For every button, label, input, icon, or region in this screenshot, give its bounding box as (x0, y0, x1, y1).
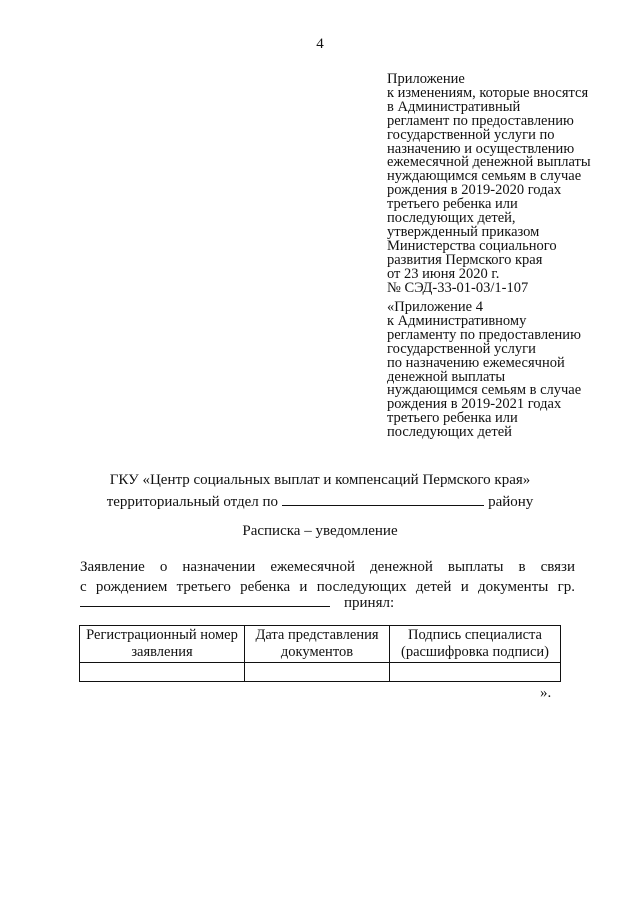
department-prefix: территориальный отдел по (106, 494, 279, 510)
statement-line: Заявление о назначении ежемесячной денежной выплаты в связи (80, 559, 575, 575)
appendix-amendment-line: развития Пермского края (387, 251, 543, 268)
department-line (0, 491, 640, 513)
appendix-amendment-line: к изменениям, которые вносятся (387, 84, 589, 101)
appendix-amendment-line: в Административный (387, 98, 521, 115)
organization-name: ГКУ «Центр социальных выплат и компенсаций Пермского края» (109, 472, 531, 488)
table-header-cell: Регистрационный номер заявления (80, 626, 245, 663)
page-number: 4 (316, 36, 324, 52)
receipt-title: Расписка – уведомление (242, 523, 398, 539)
appendix-amendment-line: от 23 июня 2020 г. (387, 265, 500, 282)
registration-table (79, 625, 561, 682)
organization-header (0, 470, 640, 513)
appendix-amendment-line: назначению и осуществлению (387, 140, 575, 157)
table-cell[interactable] (245, 663, 390, 682)
closing-quote: ». (540, 685, 552, 701)
appendix-original-line: «Приложение 4 (387, 299, 483, 315)
appendix-original-block (387, 301, 627, 440)
appendix-original-line: к Административному (387, 312, 527, 329)
appendix-original-line: нуждающимся семьям в случае (387, 382, 582, 399)
appendix-original-line: по назначению ежемесячной (387, 354, 565, 371)
appendix-amendment-line: нуждающимся семьям в случае (387, 168, 582, 185)
appendix-original-line: денежной выплаты (387, 368, 506, 385)
department-suffix: району (488, 494, 534, 510)
table-cell[interactable] (80, 663, 245, 682)
appendix-amendment-line: Приложение (387, 71, 465, 87)
appendix-amendment-line: государственной услуги по (387, 126, 555, 143)
accepted-line (80, 592, 480, 612)
district-blank-field[interactable] (282, 491, 484, 506)
appendix-amendment-line: рождения в 2019-2020 годах (387, 182, 562, 199)
appendix-original-line: рождения в 2019-2021 годах (387, 396, 562, 413)
statement-line: с рождением третьего ребенка и последующих детей и документы гр. (80, 579, 575, 595)
appendix-amendment-line: последующих детей, (387, 210, 516, 227)
table-row (80, 663, 561, 682)
appendix-amendment-line: Министерства социального (387, 237, 557, 254)
appendix-original-line: последующих детей (387, 424, 512, 441)
table-cell[interactable] (390, 663, 561, 682)
appendix-original-line: регламенту по предоставлению (387, 326, 581, 343)
appendix-amendment-line: утвержденный приказом (387, 223, 540, 240)
citizen-name-blank-field[interactable] (80, 592, 330, 607)
table-header-cell: Дата представления документов (245, 626, 390, 663)
appendix-original-line: третьего ребенка или (387, 410, 518, 427)
appendix-amendment-line: регламент по предоставлению (387, 112, 574, 129)
table-header-cell: Подпись специалиста (расшифровка подписи) (390, 626, 561, 663)
appendix-amendment-line: № СЭД-33-01-03/1-107 (387, 279, 529, 296)
accepted-label: принял: (344, 595, 395, 611)
appendix-amendment-line: ежемесячной денежной выплаты (387, 154, 591, 171)
statement-text (80, 557, 575, 597)
appendix-original-line: государственной услуги (387, 340, 536, 357)
table-header-row (80, 626, 561, 663)
appendix-amendment-block (387, 73, 627, 296)
appendix-amendment-line: третьего ребенка или (387, 196, 518, 213)
